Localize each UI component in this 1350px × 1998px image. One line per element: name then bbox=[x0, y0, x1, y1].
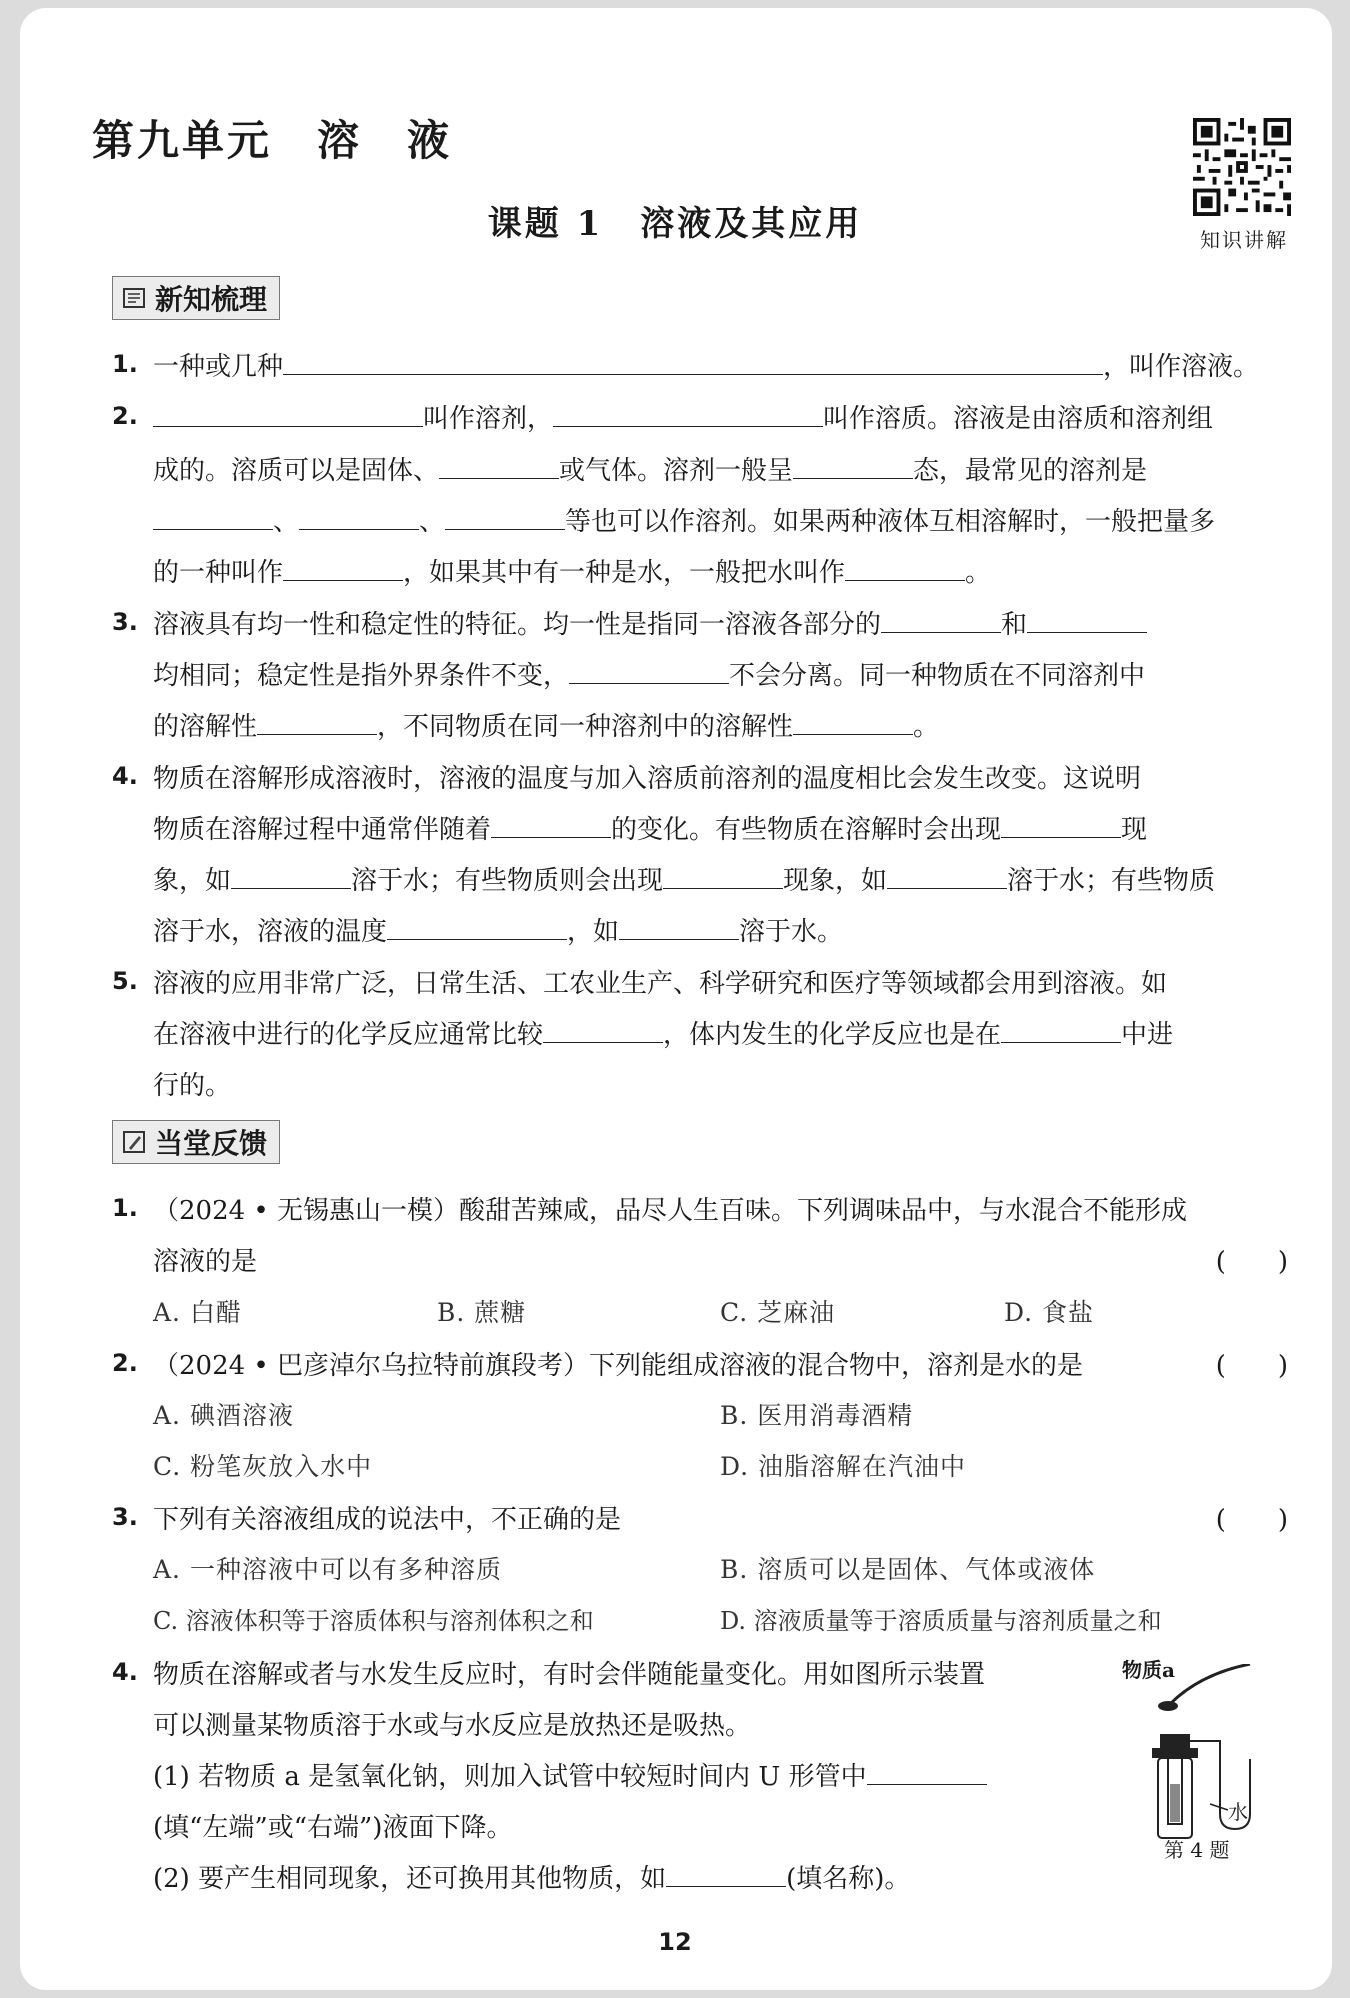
option-c[interactable]: C. 粉笔灰放入水中 bbox=[153, 1452, 373, 1481]
option-d[interactable]: D. 食盐 bbox=[1004, 1298, 1095, 1327]
fill-blank[interactable] bbox=[619, 915, 739, 940]
fill-blank[interactable] bbox=[1001, 813, 1121, 838]
question-number: 3. bbox=[112, 608, 138, 636]
fill-blank[interactable] bbox=[543, 1018, 663, 1043]
fill-blank[interactable] bbox=[845, 556, 965, 581]
text: 溶于水。 bbox=[739, 917, 844, 947]
feedback-q4-sub1-cont: (填“左端”或“右端”)液面下降。 bbox=[153, 1813, 513, 1843]
text: 叫作溶剂， bbox=[423, 404, 554, 434]
section-heading-feedback bbox=[112, 1120, 280, 1164]
fill-blank[interactable] bbox=[1001, 1018, 1121, 1043]
qr-code-icon[interactable] bbox=[1193, 118, 1291, 216]
text: 。 bbox=[965, 558, 992, 588]
fill-blank[interactable] bbox=[257, 710, 377, 735]
fill-blank[interactable] bbox=[439, 454, 559, 479]
text: 成的。溶质可以是固体、 bbox=[153, 456, 440, 486]
feedback-q3-stem: 下列有关溶液组成的说法中，不正确的是 bbox=[153, 1505, 622, 1535]
fill-blank[interactable] bbox=[283, 556, 403, 581]
text: (1) 若物质 a 是氢氧化钠，则加入试管中较短时间内 U 形管中 bbox=[153, 1762, 867, 1792]
text: 现 bbox=[1121, 815, 1148, 845]
text: (填名称)。 bbox=[786, 1864, 911, 1894]
fill-blank[interactable] bbox=[1027, 608, 1147, 633]
text: ，不同物质在同一种溶剂中的溶解性 bbox=[377, 712, 794, 742]
feedback-q1-stem2: 溶液的是 bbox=[153, 1247, 258, 1277]
knowledge-q2-line2 bbox=[153, 450, 1293, 487]
feedback-q4-line2: 可以测量某物质溶于水或与水反应是放热还是吸热。 bbox=[153, 1711, 752, 1741]
question-number: 3. bbox=[112, 1503, 138, 1531]
fill-blank[interactable] bbox=[387, 915, 567, 940]
fill-blank[interactable] bbox=[867, 1760, 987, 1785]
text: ，如 bbox=[567, 917, 620, 947]
fill-blank[interactable] bbox=[666, 1862, 786, 1887]
figure-caption: 第 4 题 bbox=[1164, 1838, 1230, 1862]
question-number: 5. bbox=[112, 967, 138, 995]
section-label: 新知梳理 bbox=[155, 283, 268, 316]
knowledge-q3-line1 bbox=[153, 604, 1293, 641]
section-label: 当堂反馈 bbox=[155, 1127, 268, 1160]
text: 均相同；稳定性是指外界条件不变， bbox=[153, 661, 570, 691]
knowledge-q4-line2 bbox=[153, 809, 1293, 846]
text: 和 bbox=[1001, 610, 1028, 640]
lesson-title: 课题 1 溶液及其应用 bbox=[487, 204, 863, 244]
text: 、 bbox=[273, 507, 300, 537]
text: 在溶液中进行的化学反应通常比较 bbox=[153, 1020, 544, 1050]
figure-label-water: 水 bbox=[1228, 1800, 1248, 1824]
fill-blank[interactable] bbox=[153, 402, 423, 427]
fill-blank[interactable] bbox=[887, 864, 1007, 889]
text: 溶于水，溶液的温度 bbox=[153, 917, 388, 947]
fill-blank[interactable] bbox=[299, 505, 419, 530]
feedback-q2-stem: （2024 • 巴彦淖尔乌拉特前旗段考）下列能组成溶液的混合物中，溶剂是水的是 bbox=[153, 1351, 1084, 1381]
text: (2) 要产生相同现象，还可换用其他物质，如 bbox=[153, 1864, 667, 1894]
feedback-q4-sub1 bbox=[153, 1756, 987, 1793]
knowledge-q5-line2 bbox=[153, 1014, 1293, 1051]
text: 或气体。溶剂一般呈 bbox=[559, 456, 794, 486]
knowledge-q2-line1 bbox=[153, 398, 1293, 435]
text: 叫作溶质。溶液是由溶质和溶剂组 bbox=[823, 404, 1214, 434]
knowledge-q2-line4 bbox=[153, 552, 1293, 589]
text: 的变化。有些物质在溶解时会出现 bbox=[611, 815, 1002, 845]
knowledge-q4-line1: 物质在溶解形成溶液时，溶液的温度与加入溶质前溶剂的温度相比会发生改变。这说明 bbox=[153, 764, 1142, 794]
knowledge-q3-line2 bbox=[153, 655, 1293, 692]
answer-paren[interactable]: ( ) bbox=[1215, 1351, 1288, 1381]
fill-blank[interactable] bbox=[793, 710, 913, 735]
text: ，体内发生的化学反应也是在 bbox=[663, 1020, 1002, 1050]
text: 态，最常见的溶剂是 bbox=[913, 456, 1148, 486]
text: 等也可以作溶剂。如果两种液体互相溶解时，一般把量多 bbox=[565, 507, 1216, 537]
text: 一种或几种 bbox=[153, 352, 284, 382]
text: 象，如 bbox=[153, 866, 232, 896]
text: 中进 bbox=[1121, 1020, 1174, 1050]
text: 溶液具有均一性和稳定性的特征。均一性是指同一溶液各部分的 bbox=[153, 610, 882, 640]
fill-blank[interactable] bbox=[663, 864, 783, 889]
fill-blank[interactable] bbox=[553, 402, 823, 427]
option-a[interactable]: A. 碘酒溶液 bbox=[153, 1401, 294, 1430]
fill-blank[interactable] bbox=[445, 505, 565, 530]
text: ，叫作溶液。 bbox=[1103, 352, 1260, 382]
knowledge-q4-line4 bbox=[153, 911, 1293, 948]
figure-label-substance-a: 物质a bbox=[1122, 1658, 1175, 1682]
knowledge-q2-line3 bbox=[153, 501, 1293, 538]
question-number: 2. bbox=[112, 402, 138, 430]
knowledge-q4-line3 bbox=[153, 860, 1293, 897]
unit-title: 第九单元 溶 液 bbox=[92, 116, 453, 165]
option-b[interactable]: B. 溶质可以是固体、气体或液体 bbox=[720, 1555, 1096, 1584]
question-number: 1. bbox=[112, 1194, 138, 1222]
text: 、 bbox=[419, 507, 446, 537]
text: 溶于水；有些物质则会出现 bbox=[351, 866, 664, 896]
text: 不会分离。同一种物质在不同溶剂中 bbox=[729, 661, 1146, 691]
section-heading-new-knowledge bbox=[112, 276, 280, 320]
text: 。 bbox=[913, 712, 940, 742]
option-b[interactable]: B. 医用消毒酒精 bbox=[720, 1401, 914, 1430]
answer-paren[interactable]: ( ) bbox=[1215, 1505, 1288, 1535]
text: ，如果其中有一种是水，一般把水叫作 bbox=[403, 558, 846, 588]
text: 的一种叫作 bbox=[153, 558, 284, 588]
option-d[interactable]: D. 油脂溶解在汽油中 bbox=[720, 1452, 967, 1481]
knowledge-q5-line3: 行的。 bbox=[153, 1071, 232, 1101]
question-number: 4. bbox=[112, 762, 138, 790]
page-number: 12 bbox=[658, 1928, 692, 1956]
option-d[interactable]: D. 溶液质量等于溶质质量与溶剂质量之和 bbox=[720, 1607, 1162, 1635]
feedback-q4-sub2 bbox=[153, 1858, 910, 1895]
text: 物质在溶解过程中通常伴随着 bbox=[153, 815, 492, 845]
question-number: 4. bbox=[112, 1658, 138, 1686]
qr-caption: 知识讲解 bbox=[1200, 228, 1288, 252]
option-a[interactable]: A. 一种溶液中可以有多种溶质 bbox=[153, 1555, 502, 1584]
fill-blank[interactable] bbox=[881, 608, 1001, 633]
knowledge-q1-line bbox=[153, 346, 1293, 383]
fill-blank[interactable] bbox=[491, 813, 611, 838]
option-a[interactable]: A. 白醋 bbox=[153, 1298, 242, 1327]
feedback-q1-stem: （2024 • 无锡惠山一模）酸甜苦辣咸，品尽人生百味。下列调味品中，与水混合不能形成 bbox=[153, 1196, 1188, 1226]
option-c[interactable]: C. 溶液体积等于溶质体积与溶剂体积之和 bbox=[153, 1607, 594, 1635]
fill-blank[interactable] bbox=[153, 505, 273, 530]
fill-blank[interactable] bbox=[231, 864, 351, 889]
knowledge-q5-line1: 溶液的应用非常广泛，日常生活、工农业生产、科学研究和医疗等领域都会用到溶液。如 bbox=[153, 969, 1168, 999]
fill-blank[interactable] bbox=[569, 659, 729, 684]
text: 的溶解性 bbox=[153, 712, 258, 742]
knowledge-q3-line3 bbox=[153, 706, 1293, 743]
feedback-q4-line1: 物质在溶解或者与水发生反应时，有时会伴随能量变化。用如图所示装置 bbox=[153, 1660, 986, 1690]
text: 溶于水；有些物质 bbox=[1007, 866, 1216, 896]
fill-blank[interactable] bbox=[283, 350, 1103, 375]
fill-blank[interactable] bbox=[793, 454, 913, 479]
question-number: 1. bbox=[112, 350, 138, 378]
pencil-icon bbox=[121, 1129, 147, 1155]
text: 现象，如 bbox=[783, 866, 888, 896]
option-c[interactable]: C. 芝麻油 bbox=[720, 1298, 836, 1327]
answer-paren[interactable]: ( ) bbox=[1215, 1247, 1288, 1277]
option-b[interactable]: B. 蔗糖 bbox=[437, 1298, 527, 1327]
question-number: 2. bbox=[112, 1349, 138, 1377]
book-icon bbox=[121, 285, 147, 311]
